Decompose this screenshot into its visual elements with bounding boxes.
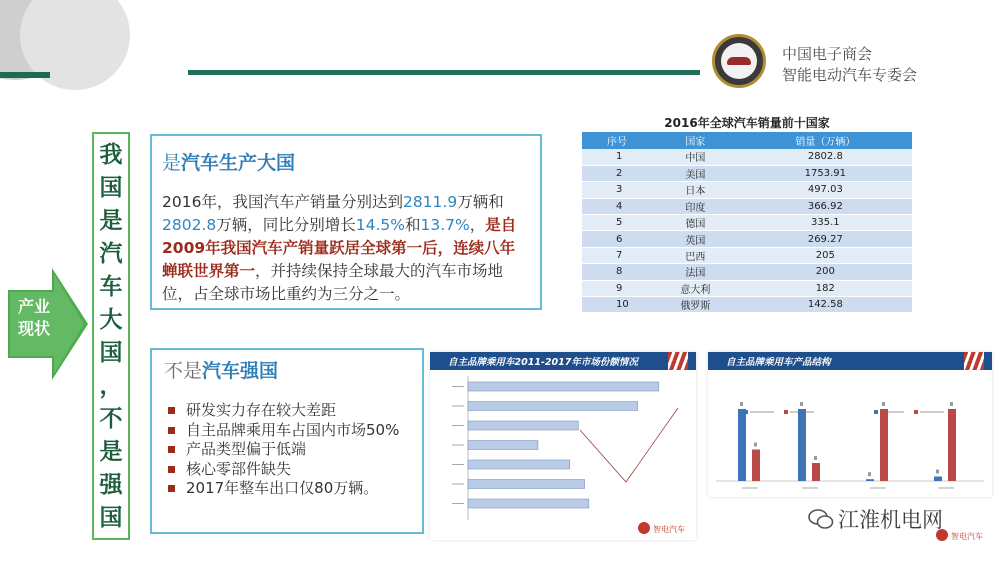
table-row <box>582 182 912 198</box>
column-header: 序号 <box>582 132 652 149</box>
table-header-row <box>582 132 912 149</box>
legend-swatch <box>874 410 878 414</box>
product-structure-chart <box>708 370 992 497</box>
vertical-title <box>92 132 130 540</box>
table-cell: 9 <box>582 280 652 296</box>
panel-title: 自主品牌乘用车产品结构 <box>726 357 831 368</box>
list-item: 2017年整车出口仅80万辆。 <box>164 479 412 499</box>
bar <box>468 421 578 430</box>
table-cell: 4 <box>582 198 652 214</box>
bar <box>812 463 820 481</box>
wechat-icon <box>808 508 834 530</box>
org-name <box>782 44 917 86</box>
table-cell: 366.92 <box>739 198 912 214</box>
weakness-box <box>150 348 424 534</box>
bar <box>468 382 659 391</box>
bar <box>934 477 942 482</box>
table-cell: 1753.91 <box>739 165 912 181</box>
vertical-title-char: 国 <box>99 174 123 201</box>
table-row <box>582 264 912 280</box>
vertical-title-char: 汽 <box>99 240 123 267</box>
table-cell: 2 <box>582 165 652 181</box>
production-box <box>150 134 542 310</box>
vertical-title-char: 车 <box>99 273 123 300</box>
table-row <box>582 247 912 263</box>
trend-line <box>580 408 678 482</box>
table-cell: 俄罗斯 <box>652 297 739 313</box>
market-share-chart <box>430 370 696 540</box>
list-item: 研发实力存在较大差距 <box>164 401 412 421</box>
bar <box>468 441 538 450</box>
panel-title: 自主品牌乘用车2011-2017年市场份额情况 <box>448 357 638 368</box>
brand-label: 智电汽车 <box>653 525 685 534</box>
list-item: 核心零部件缺失 <box>164 460 412 480</box>
market-share-chart-panel <box>430 352 696 540</box>
decorative-bar <box>0 72 50 78</box>
table-cell: 205 <box>739 247 912 263</box>
data-label <box>814 456 817 460</box>
table-cell: 意大利 <box>652 280 739 296</box>
table-cell: 8 <box>582 264 652 280</box>
data-label <box>740 402 743 406</box>
vertical-title-char: 我 <box>99 141 123 168</box>
table-row <box>582 215 912 231</box>
table-row <box>582 198 912 214</box>
table-cell: 7 <box>582 247 652 263</box>
brand-logo-icon <box>638 522 650 534</box>
table-cell: 269.27 <box>739 231 912 247</box>
table-cell: 巴西 <box>652 247 739 263</box>
table-cell: 3 <box>582 182 652 198</box>
vertical-title-char: 国 <box>99 504 123 531</box>
table-cell: 5 <box>582 215 652 231</box>
brand-label: 智电汽车 <box>951 532 983 541</box>
side-label <box>12 296 56 340</box>
legend-swatch <box>784 410 788 414</box>
watermark: 江淮机电网 <box>838 508 943 532</box>
column-header: 销量（万辆） <box>739 132 912 149</box>
org-logo-icon <box>712 34 766 88</box>
production-paragraph: 2016年，我国汽车产销量分别达到2811.9万辆和2802.8万辆，同比分别增长14.5%和13.7%，是自2009年我国汽车产销量跃居全球第一后，连续八年蝉联世界第一，并持续保持全球最大的汽车市场地位，占全球市场比重约为三分之一。 <box>162 193 517 303</box>
org-name-line1: 中国电子商会 <box>782 45 873 63</box>
bar <box>798 409 806 481</box>
vertical-title-char: 大 <box>99 306 123 333</box>
table-cell: 美国 <box>652 165 739 181</box>
table-cell: 日本 <box>652 182 739 198</box>
table-cell: 142.58 <box>739 297 912 313</box>
panel-header <box>708 352 992 370</box>
org-name-line2: 智能电动汽车专委会 <box>782 66 918 84</box>
table-cell: 6 <box>582 231 652 247</box>
bar <box>468 402 638 411</box>
legend-swatch <box>914 410 918 414</box>
table-cell: 印度 <box>652 198 739 214</box>
bar <box>948 409 956 481</box>
table-row <box>582 297 912 313</box>
vertical-title-char: 国 <box>99 339 123 366</box>
vertical-title-char: 是 <box>99 438 123 465</box>
table-cell: 335.1 <box>739 215 912 231</box>
weakness-list <box>164 401 412 499</box>
data-label <box>936 470 939 474</box>
table-row <box>582 231 912 247</box>
panel-header <box>430 352 696 370</box>
weakness-box-heading: 不是汽车强国 <box>164 360 279 382</box>
list-item: 产品类型偏于低端 <box>164 440 412 460</box>
bar <box>468 499 589 508</box>
vertical-title-char: 是 <box>99 207 123 234</box>
side-label-line1: 产业 <box>17 297 50 316</box>
list-item: 自主品牌乘用车占国内市场50% <box>164 421 412 441</box>
bar <box>866 479 874 481</box>
column-header: 国家 <box>652 132 739 149</box>
vertical-title-char: 强 <box>99 471 123 498</box>
table-cell: 1 <box>582 149 652 165</box>
table-row <box>582 280 912 296</box>
product-structure-chart-panel <box>708 352 992 497</box>
table-cell: 200 <box>739 264 912 280</box>
bar <box>752 450 760 482</box>
bar <box>468 460 570 469</box>
table-cell: 英国 <box>652 231 739 247</box>
table-cell: 2802.8 <box>739 149 912 165</box>
sales-ranking-table <box>582 132 912 313</box>
side-label-line2: 现状 <box>17 319 50 338</box>
data-label <box>868 472 871 476</box>
data-label <box>882 402 885 406</box>
header-divider <box>188 70 700 75</box>
table-cell: 中国 <box>652 149 739 165</box>
table-cell: 10 <box>582 297 652 313</box>
data-label <box>800 402 803 406</box>
bar <box>468 480 585 489</box>
table-cell: 182 <box>739 280 912 296</box>
table-cell: 德国 <box>652 215 739 231</box>
vertical-title-char: 不 <box>99 405 123 432</box>
data-label <box>754 443 757 447</box>
stripe-decoration <box>964 352 984 370</box>
table-title: 2016年全球汽车销量前十国家 <box>664 116 830 130</box>
data-label <box>950 402 953 406</box>
bar <box>880 409 888 481</box>
table-cell: 497.03 <box>739 182 912 198</box>
table-row <box>582 149 912 165</box>
vertical-title-char: ， <box>99 372 123 399</box>
table-cell: 法国 <box>652 264 739 280</box>
bar <box>738 409 746 481</box>
table-row <box>582 165 912 181</box>
stripe-decoration <box>668 352 688 370</box>
production-box-heading: 是汽车生产大国 <box>162 152 296 174</box>
